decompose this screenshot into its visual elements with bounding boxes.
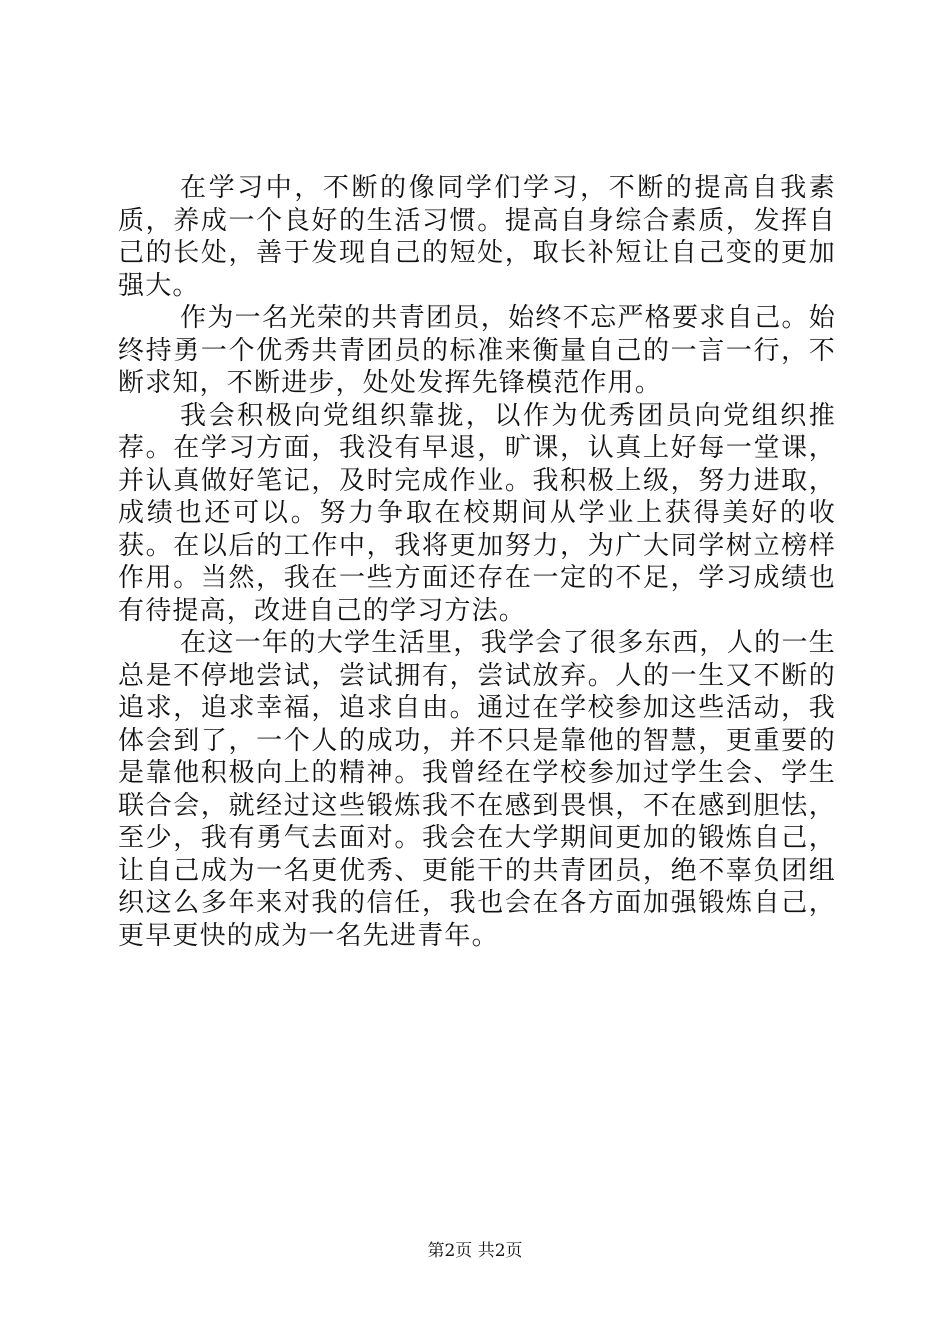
- paragraph-party: 我会积极向党组织靠拢，以作为优秀团员向党组织推荐。在学习方面，我没有早退，旷课，认真上好每一堂课，并认真做好笔记，及时完成作业。我积极上级，努力进取，成绩也还可以。努力争取在校期间从学业上获得美好的收获。在以后的工作中，我将更加努力，为广大同学树立榜样作用。当然，我在一些方面还存在一定的不足，学习成绩也有待提高，改进自己的学习方法。: [118, 400, 836, 626]
- document-body: [118, 172, 836, 952]
- paragraph-university-life: 在这一年的大学生活里，我学会了很多东西，人的一生总是不停地尝试，尝试拥有，尝试放弃。人的一生又不断的追求，追求幸福，追求自由。通过在学校参加这些活动，我体会到了，一个人的成功，并不只是靠他的智慧，更重要的是靠他积极向上的精神。我曾经在学校参加过学生会、学生联合会，就经过这些锻炼我不在感到畏惧，不在感到胆怯，至少，我有勇气去面对。我会在大学期间更加的锻炼自己，让自己成为一名更优秀、更能干的共青团员，绝不辜负团组织这么多年来对我的信任，我也会在各方面加强锻炼自己，更早更快的成为一名先进青年。: [118, 628, 836, 951]
- paragraph-league-member: 作为一名光荣的共青团员，始终不忘严格要求自己。始终持勇一个优秀共青团员的标准来衡量自己的一言一行，不断求知，不断进步，处处发挥先锋模范作用。: [118, 303, 836, 398]
- page-number-footer: 第2页 共2页: [427, 1241, 523, 1261]
- paragraph-study: 在学习中，不断的像同学们学习，不断的提高自我素质，养成一个良好的生活习惯。提高自身综合素质，发挥自己的长处，善于发现自己的短处，取长补短让自己变的更加强大。: [118, 173, 836, 301]
